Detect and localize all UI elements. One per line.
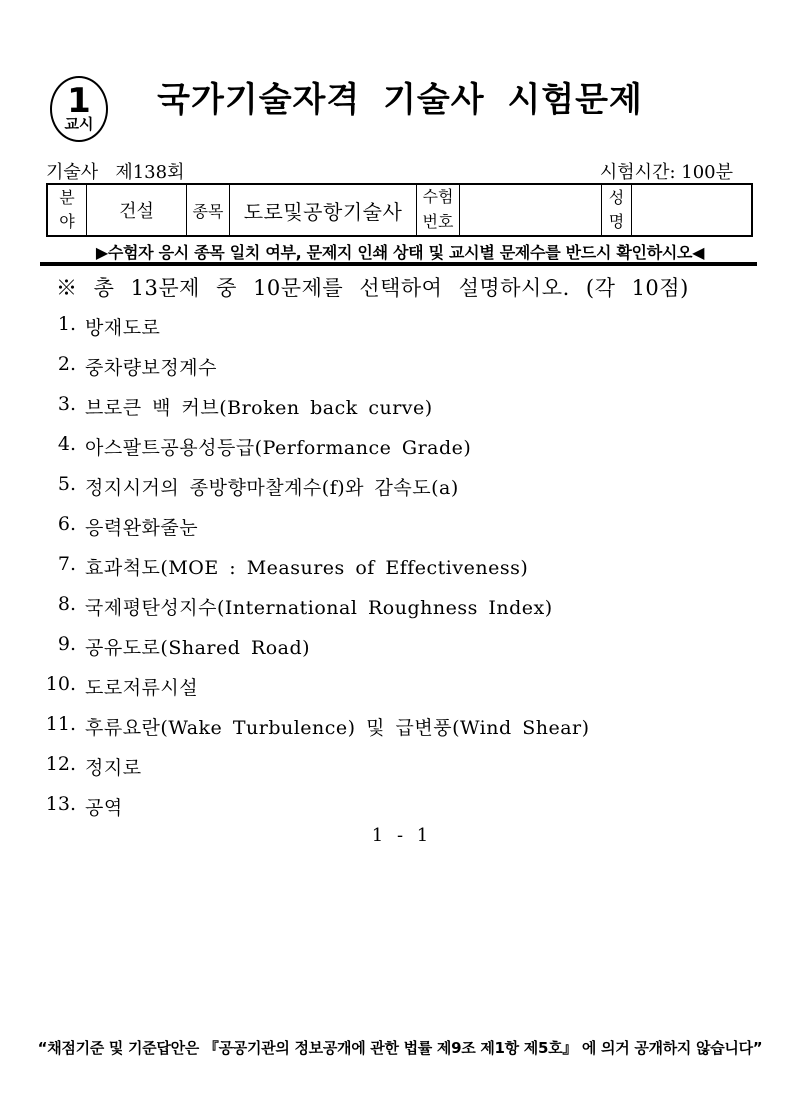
exam-type-and-round: 기술사 제138회 <box>46 162 185 183</box>
question-row <box>40 433 770 473</box>
name-label-cell <box>602 185 632 235</box>
question-number: 4. <box>57 433 76 455</box>
question-row <box>40 473 770 513</box>
question-row <box>40 593 770 633</box>
period-number: 1 <box>67 80 91 121</box>
question-text: 후류요란(Wake Turbulence) 및 급변풍(Wind Shear) <box>85 717 590 739</box>
exam-instruction: ※ 총 13문제 중 10문제를 선택하여 설명하시오. (각 10점) <box>56 276 689 300</box>
question-text: 정지로 <box>85 757 142 779</box>
exam-number-label: 수험번호 <box>422 187 454 231</box>
question-text: 아스팔트공용성등급(Performance Grade) <box>85 437 472 459</box>
double-rule-divider <box>40 262 757 266</box>
question-text: 중차량보정계수 <box>85 357 217 379</box>
page-title: 국가기술자격 기술사 시험문제 <box>157 80 643 120</box>
field-label: 분야 <box>59 188 75 231</box>
question-number: 11. <box>45 713 76 735</box>
question-text: 효과척도(MOE : Measures of Effectiveness) <box>85 557 529 579</box>
question-text: 국제평탄성지수(International Roughness Index) <box>85 597 553 619</box>
question-row <box>40 393 770 433</box>
question-text: 응력완화줄눈 <box>85 517 199 539</box>
question-number: 3. <box>57 393 76 415</box>
question-row <box>40 313 770 353</box>
question-number: 7. <box>57 553 76 575</box>
subject-label: 종목 <box>192 201 224 221</box>
question-row <box>40 513 770 553</box>
question-number: 1. <box>57 313 76 335</box>
subject-value-cell <box>230 185 417 235</box>
field-value: 건설 <box>119 201 154 222</box>
name-label: 성명 <box>608 188 625 231</box>
question-row <box>40 753 770 793</box>
field-value-cell <box>87 185 187 235</box>
question-row <box>40 353 770 393</box>
verification-notice: ▶수험자 응시 종목 일치 여부, 문제지 인쇄 상태 및 교시별 문제수를 반드시 확인하시오◀ <box>95 243 705 262</box>
subject-value: 도로및공항기술사 <box>243 199 403 224</box>
candidate-info-table <box>46 183 753 237</box>
question-text: 공역 <box>85 797 123 819</box>
subject-label-cell <box>187 185 230 235</box>
question-number: 6. <box>57 513 76 535</box>
question-number: 5. <box>57 473 76 495</box>
question-number: 13. <box>45 793 76 815</box>
question-list <box>40 313 770 833</box>
page-number: 1 - 1 <box>371 825 429 846</box>
question-number: 2. <box>57 353 76 375</box>
field-label-cell <box>48 185 87 235</box>
period-label: 교시 <box>64 115 94 134</box>
exam-number-label-cell <box>417 185 460 235</box>
exam-time: 시험시간: 100분 <box>599 162 733 183</box>
question-number: 10. <box>45 673 76 695</box>
question-row <box>40 553 770 593</box>
question-text: 도로저류시설 <box>85 677 199 699</box>
name-field <box>632 185 751 235</box>
question-row <box>40 713 770 753</box>
question-text: 공유도로(Shared Road) <box>85 637 311 659</box>
question-text: 정지시거의 종방향마찰계수(f)와 감속도(a) <box>85 477 459 499</box>
question-row <box>40 633 770 673</box>
question-number: 9. <box>57 633 76 655</box>
question-number: 12. <box>45 753 76 775</box>
question-row <box>40 673 770 713</box>
question-text: 방재도로 <box>85 317 161 339</box>
exam-number-field <box>460 185 602 235</box>
question-text: 브로큰 백 커브(Broken back curve) <box>85 397 433 419</box>
footer-disclosure-note: “채점기준 및 기준답안은 『공공기관의 정보공개에 관한 법률 제9조 제1항 제5호』 에 의거 공개하지 않습니다” <box>37 1039 763 1057</box>
question-number: 8. <box>57 593 76 615</box>
